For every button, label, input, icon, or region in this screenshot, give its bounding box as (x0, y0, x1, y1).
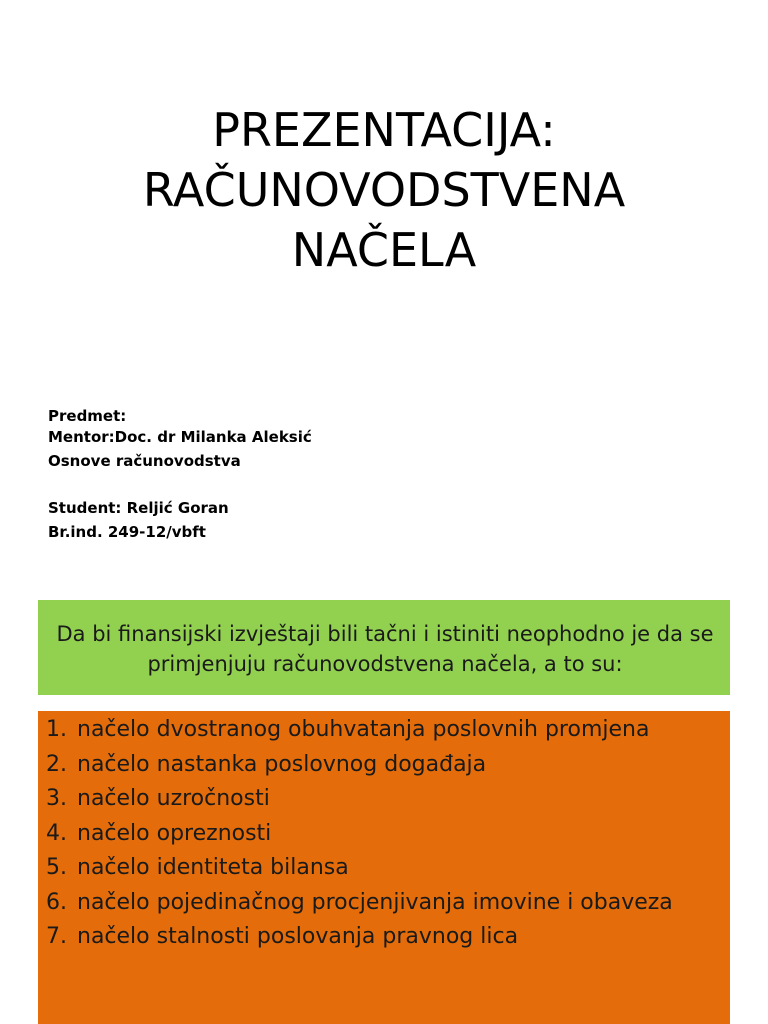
info-spacer (48, 473, 312, 496)
index-number-text: Br.ind. 249-12/vbft (48, 523, 206, 541)
principle-text: načelo pojedinačnog procjenjivanja imovine i obaveza (77, 889, 673, 915)
principle-item (46, 784, 722, 814)
principle-text: načelo uzročnosti (77, 786, 270, 811)
slide-title-line-3: NAČELA (291, 223, 477, 277)
principle-item (46, 819, 722, 849)
principle-text: načelo stalnosti poslovanja pravnog lica (77, 924, 519, 949)
principle-item (46, 888, 722, 918)
mentor-text: Mentor:Doc. dr Milanka Aleksić (48, 428, 312, 446)
principle-number: 5. (46, 855, 67, 880)
principle-number: 2. (46, 751, 67, 777)
intro-text: Da bi finansijski izvještaji bili tačni i istiniti neophodno je da se primjenjuju računovodstvena načela, a to su: (56, 622, 714, 676)
principle-item (46, 853, 722, 883)
principle-number: 3. (46, 786, 67, 811)
predmet-label: Predmet: (48, 407, 127, 425)
principle-number: 6. (46, 889, 67, 915)
principle-text: načelo identiteta bilansa (77, 855, 349, 880)
principle-item (46, 922, 722, 952)
slide-title-line-1: PREZENTACIJA: (212, 103, 556, 157)
subject-text: Osnove računovodstva (48, 452, 241, 470)
principles-box (38, 711, 730, 1024)
principle-item (46, 715, 722, 745)
principle-text: načelo nastanka poslovnog događaja (77, 751, 487, 777)
principle-number: 1. (46, 717, 67, 742)
presentation-info (48, 408, 312, 544)
intro-box (38, 600, 730, 695)
principle-text: načelo dvostranog obuhvatanja poslovnih promjena (77, 717, 650, 742)
principles-list (46, 715, 722, 952)
principle-number: 7. (46, 924, 67, 949)
slide-title (0, 100, 768, 280)
principle-text: načelo opreznosti (77, 820, 272, 846)
student-text: Student: Reljić Goran (48, 499, 229, 517)
principle-item (46, 750, 722, 780)
principle-number: 4. (46, 820, 67, 846)
slide-title-line-2: RAČUNOVODSTVENA (142, 163, 626, 217)
